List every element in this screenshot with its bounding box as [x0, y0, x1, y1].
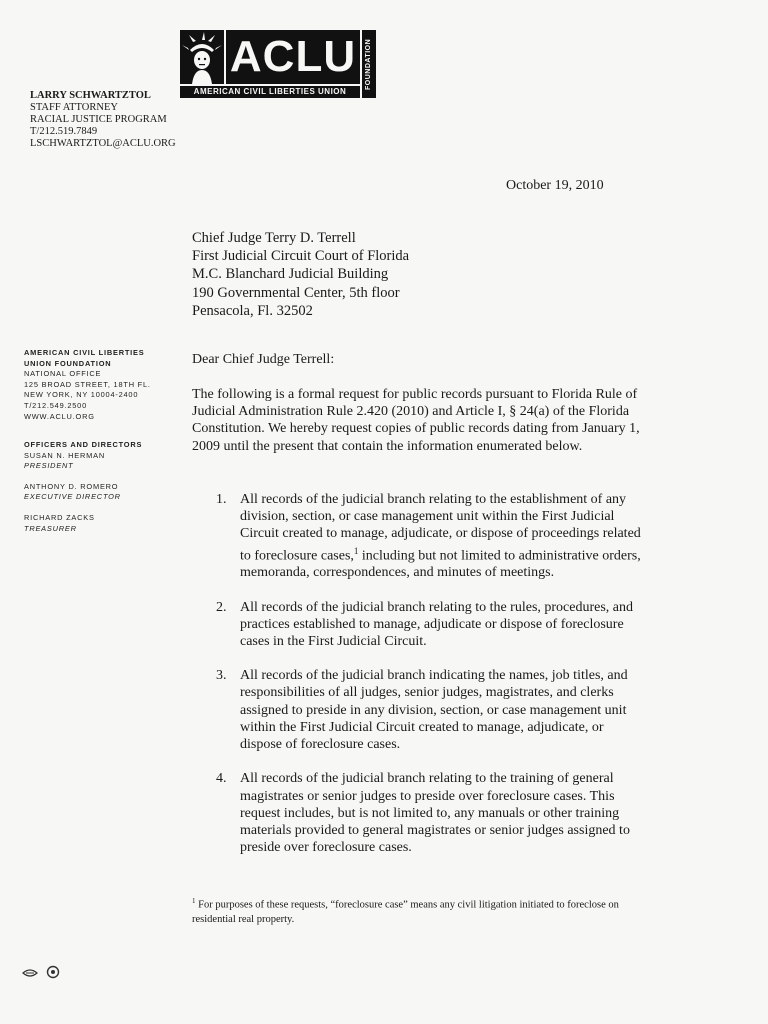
logo-tagline: AMERICAN CIVIL LIBERTIES UNION — [180, 86, 360, 98]
sidebar-org — [24, 348, 151, 422]
addressee-line: Pensacola, Fl. 32502 — [192, 302, 313, 319]
addressee-line: 190 Governmental Center, 5th floor — [192, 284, 400, 301]
sidebar-office: NATIONAL OFFICE — [24, 369, 102, 379]
officer-role: TREASURER — [24, 523, 77, 533]
list-item — [216, 667, 652, 753]
officer-name: RICHARD ZACKS — [24, 512, 95, 522]
recycle-icon — [22, 966, 38, 984]
sidebar-org-name: AMERICAN CIVIL LIBERTIES — [24, 348, 145, 357]
addressee-line: M.C. Blanchard Judicial Building — [192, 266, 389, 283]
logo-foundation: FOUNDATION — [362, 30, 376, 98]
addressee-line: Chief Judge Terry D. Terrell — [192, 230, 356, 246]
sender-block — [30, 90, 176, 150]
logo-wordmark: ACLU — [226, 30, 360, 84]
item-number: 2. — [216, 599, 227, 615]
sidebar-street: 125 BROAD STREET, 18TH FL. — [24, 379, 151, 389]
officer-name: ANTHONY D. ROMERO — [24, 481, 119, 491]
officer-role: PRESIDENT — [24, 461, 74, 471]
addressee-line: First Judicial Circuit Court of Florida — [192, 248, 410, 265]
sidebar-web: WWW.ACLU.ORG — [24, 411, 95, 421]
sidebar-city: NEW YORK, NY 10004-2400 — [24, 390, 139, 400]
aclu-logo — [180, 30, 376, 98]
sidebar-phone: T/212.549.2500 — [24, 400, 87, 410]
letter-date: October 19, 2010 — [506, 178, 604, 193]
footnote — [192, 894, 644, 927]
union-bug-icon — [46, 965, 60, 984]
request-list — [216, 491, 652, 873]
sidebar-org-name: UNION FOUNDATION — [24, 358, 112, 368]
sender-name: LARRY SCHWARTZTOL — [30, 90, 151, 101]
footnote-ref: 1 — [353, 545, 359, 556]
officers-heading: OFFICERS AND DIRECTORS — [24, 440, 143, 449]
item-number: 4. — [216, 771, 227, 787]
officer-name: SUSAN N. HERMAN — [24, 450, 105, 460]
item-text: All records of the judicial branch relating to the training of general magistrates or senior judges to preside over foreclosure cases. This request includes, but is not limited to, any manuals or other training materials provided to general magistrates or senior judges assigned to preside over foreclosure cases. — [240, 771, 630, 856]
item-text: All records of the judicial branch relating to the rules, procedures, and practices established to manage, adjudicate or dispose of foreclosure cases in the First Judicial Circuit. — [240, 599, 634, 650]
footnote-mark: 1 — [192, 897, 196, 905]
item-number: 1. — [216, 492, 227, 507]
footnote-text: For purposes of these requests, “foreclosure case” means any civil litigation initiated to foreclose on residential real property. — [192, 899, 619, 925]
sender-program: RACIAL JUSTICE PROGRAM — [30, 114, 167, 125]
list-item — [216, 599, 652, 651]
salutation: Dear Chief Judge Terrell: — [192, 352, 335, 367]
list-item — [216, 770, 652, 856]
sender-email: LSCHWARTZTOL@ACLU.ORG — [30, 138, 176, 149]
list-item — [216, 491, 652, 582]
officer-role: EXECUTIVE DIRECTOR — [24, 492, 121, 502]
sender-phone: T/212.519.7849 — [30, 126, 98, 137]
sender-title: STAFF ATTORNEY — [30, 102, 118, 113]
item-text: All records of the judicial branch relating to the establishment of any division, section, or case management unit within the First Judicial Circuit created to manage, adjudicate, or dispose of proceedings related to foreclosure cases, — [240, 492, 641, 564]
addressee-block — [192, 229, 632, 320]
statue-of-liberty-icon — [180, 30, 224, 84]
sidebar-officers — [24, 440, 142, 534]
intro-paragraph: The following is a formal request for public records pursuant to Florida Rule of Judicial Administration Rule 2.420 (2010) and Article I, § 24(a) of the Florida Constitution. We hereby request copies of public records dating from January 1, 2009 until the present that contain the information enumerated below. — [192, 387, 640, 454]
item-text: including but not limited to administrative orders, memoranda, correspondences, and minutes of meetings. — [240, 548, 641, 581]
item-number: 3. — [216, 668, 227, 684]
item-text: All records of the judicial branch indicating the names, job titles, and responsibilities of all judges, senior judges, magistrates, and clerks assigned to preside in any division, section, or case management unit within the First Judicial Circuit created to manage, adjudicate, or dispose of foreclosure cases. — [240, 668, 628, 753]
